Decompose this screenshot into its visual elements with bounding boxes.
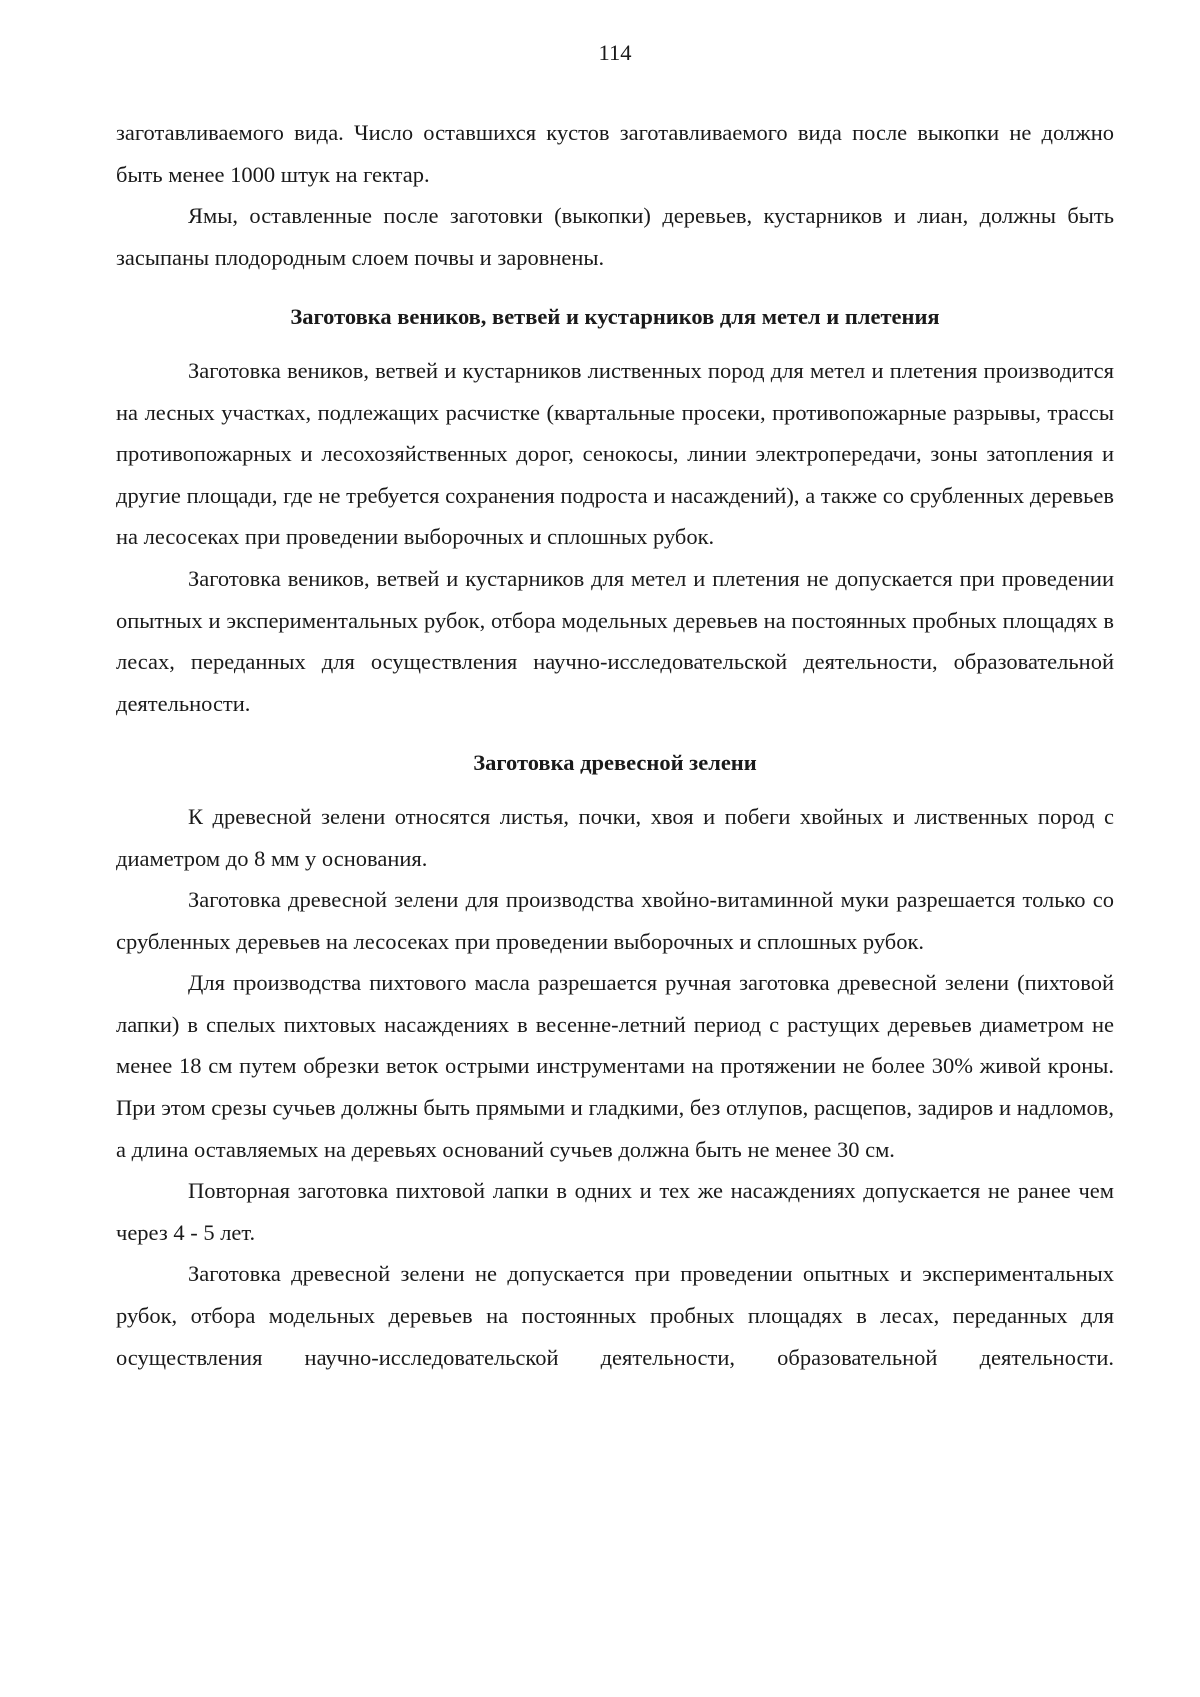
paragraph-greenery-restriction: Заготовка древесной зелени не допускается при проведении опытных и экспериментальных рубок, отбора модельных деревьев на постоянных пробных площадях в лесах, переданных для осуществления научно-исследовательской деятельности, образовательной деятельности. [116,1261,1114,1370]
document-body [116,112,1114,1378]
paragraph-greenery-definition: К древесной зелени относятся листья, почки, хвоя и побеги хвойных и лиственных пород с диаметром до 8 мм у основания. [116,803,1114,871]
paragraph-greenery-flour: Заготовка древесной зелени для производства хвойно-витаминной муки разрешается только со срубленных деревьев на лесосеках при проведении выборочных и сплошных рубок. [116,887,1114,954]
paragraph-brooms-restriction: Заготовка веников, ветвей и кустарников для метел и плетения не допускается при проведении опытных и экспериментальных рубок, отбора модельных деревьев на постоянных пробных площадях в лесах, переданных для осуществления научно-исследовательской деятельности, образовательной деятельности. [116,565,1114,716]
paragraph-continuation: заготавливаемого вида. Число оставшихся кустов заготавливаемого вида после выкопки не должно быть менее 1000 штук на гектар. [116,120,1114,187]
paragraph-brooms-harvest: Заготовка веников, ветвей и кустарников лиственных пород для метел и плетения производится на лесных участках, подлежащих расчистке (квартальные просеки, противопожарные разрывы, трассы противопожарных и лесохозяйственных дорог, сенокосы, линии электропередачи, зоны затопления и другие площади, где не требуется сохранения подроста и насаждений), а также со срубленных деревьев на лесосеках при проведении выборочных и сплошных рубок. [116,357,1114,550]
page-number: 114 [598,40,632,65]
section-heading-brooms: Заготовка веников, ветвей и кустарников для метел и плетения [290,304,940,330]
paragraph-pits: Ямы, оставленные после заготовки (выкопки) деревьев, кустарников и лиан, должны быть засыпаны плодородным слоем почвы и заровнены. [116,203,1114,270]
paragraph-repeat-harvest: Повторная заготовка пихтовой лапки в одних и тех же насаждениях допускается не ранее чем через 4 - 5 лет. [116,1178,1114,1245]
section-heading-greenery: Заготовка древесной зелени [473,750,757,776]
paragraph-fir-oil: Для производства пихтового масла разрешается ручная заготовка древесной зелени (пихтовой лапки) в спелых пихтовых насаждениях в весенне-летний период с растущих деревьев диаметром не менее 18 см путем обрезки веток острыми инструментами на протяжении не более 30% живой кроны. При этом срезы сучьев должны быть прямыми и гладкими, без отлупов, расщепов, задиров и надломов, а длина оставляемых на деревьях оснований сучьев должна быть не менее 30 см. [116,970,1114,1162]
